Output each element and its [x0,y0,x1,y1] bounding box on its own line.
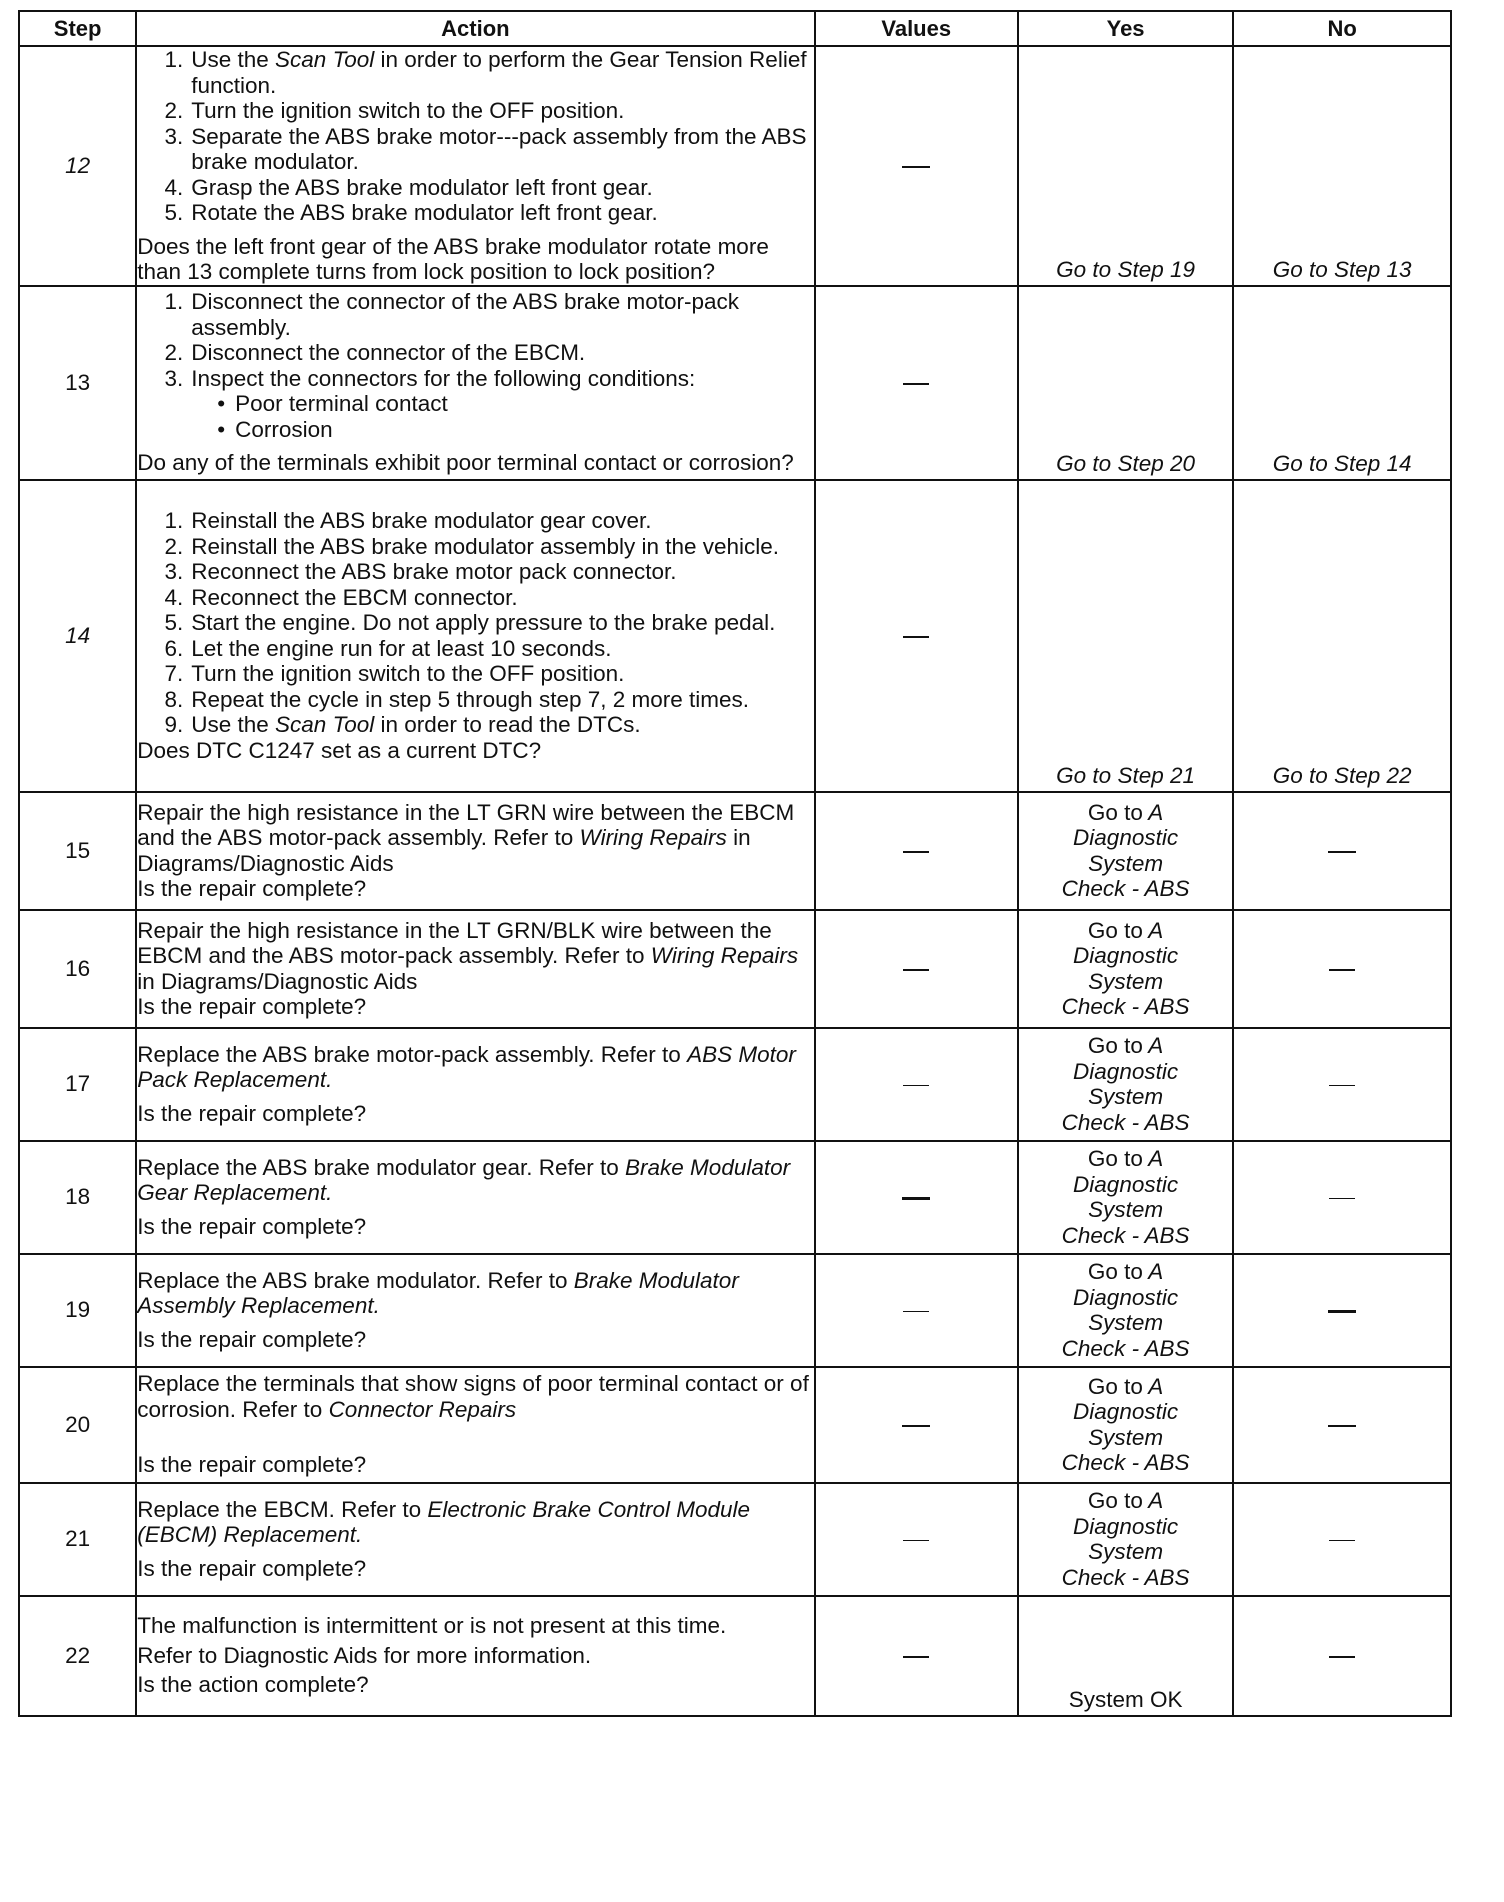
action-cell [136,1483,814,1596]
action-text: Replace the ABS brake modulator. Refer to Brake Modulator Assembly Replacement. [137,1267,739,1319]
action-question: Is the repair complete? [137,1213,367,1239]
list-item: • Corrosion [217,417,813,443]
action-question: Is the repair complete? [137,1452,367,1478]
action-question: Is the repair complete? [137,1100,367,1126]
values-cell [815,1254,1018,1367]
list-item: 2. Reinstall the ABS brake modulator assembly in the vehicle. [164,533,780,559]
list-item: • Poor terminal contact [217,391,813,417]
no-cell [1233,1596,1451,1716]
header-values: Values [815,11,1018,46]
action-question: Is the action complete? [137,1672,369,1698]
step-number: 16 [19,910,136,1028]
step-number: 15 [19,792,136,910]
values-cell [815,286,1018,480]
table-row-step-16 [19,910,1451,1028]
action-steps-list [137,508,813,738]
table-row-step-20 [19,1367,1451,1483]
dash-mark [1328,1425,1356,1428]
action-cell [136,792,814,910]
list-item: 3. Inspect the connectors for the following conditions: [164,365,696,391]
table-row-step-17 [19,1028,1451,1141]
action-cell [136,1596,814,1716]
dash-mark [903,851,929,853]
list-item: 2. Disconnect the connector of the EBCM. [164,340,586,366]
list-item: 4. Grasp the ABS brake modulator left front gear. [164,174,653,200]
yes-cell: System OK [1018,1596,1233,1716]
table-row-step-22 [19,1596,1451,1716]
no-cell: Go to Step 14 [1233,286,1451,480]
values-cell [815,910,1018,1028]
step-number: 14 [19,480,136,792]
dash-mark [1329,1656,1355,1658]
list-item: 5. Rotate the ABS brake modulator left front gear. [164,200,658,225]
no-cell: Go to Step 22 [1233,480,1451,792]
list-item: 3. Reconnect the ABS brake motor pack connector. [164,559,677,584]
no-cell: Go to Step 13 [1233,46,1451,286]
header-action: Action [136,11,814,46]
action-cell [136,1254,814,1367]
action-steps-list [137,47,813,226]
list-item: 4. Reconnect the EBCM connector. [164,584,518,610]
list-item: 7. Turn the ignition switch to the OFF position. [164,661,625,686]
dash-mark [1329,969,1355,971]
action-question: Is the repair complete? [137,994,367,1019]
values-cell [815,1596,1018,1716]
dash-mark [902,1197,930,1200]
table-row-step-15 [19,792,1451,910]
action-question: Do any of the terminals exhibit poor terminal contact or corrosion? [137,450,794,476]
dash-mark [1329,1540,1355,1542]
step-number: 20 [19,1367,136,1483]
list-item: 2. Turn the ignition switch to the OFF position. [164,98,625,123]
yes-cell: Go to A Diagnostic System Check - ABS [1018,1028,1233,1141]
no-cell [1233,910,1451,1028]
values-cell [815,1367,1018,1483]
yes-cell: Go to A Diagnostic System Check - ABS [1018,910,1233,1028]
step-number: 17 [19,1028,136,1141]
no-cell [1233,1367,1451,1483]
table-row-step-21 [19,1483,1451,1596]
table-row-step-13 [19,286,1451,480]
values-cell [815,1483,1018,1596]
dash-mark [903,969,929,971]
dash-mark [902,1425,930,1428]
action-cell [136,1141,814,1254]
list-item: 1. Disconnect the connector of the ABS brake motor-pack assembly. [164,289,740,340]
yes-cell: Go to A Diagnostic System Check - ABS [1018,1483,1233,1596]
list-item: 5. Start the engine. Do not apply pressure to the brake pedal. [164,610,776,635]
action-text: Replace the terminals that show signs of poor terminal contact or of corrosion. Refer to Connector Repairs [137,1371,809,1422]
dash-mark [1329,1085,1355,1087]
yes-cell: Go to A Diagnostic System Check - ABS [1018,792,1233,910]
step-number: 21 [19,1483,136,1596]
action-text: The malfunction is intermittent or is not present at this time. [137,1613,727,1639]
no-cell [1233,1141,1451,1254]
yes-cell: Go to A Diagnostic System Check - ABS [1018,1254,1233,1367]
dash-mark [1328,851,1356,854]
action-cell [136,286,814,480]
values-cell [815,1141,1018,1254]
diagnostic-table [18,10,1452,1717]
action-cell [136,1367,814,1483]
action-text: Replace the ABS brake motor-pack assembly. Refer to ABS Motor Pack Replacement. [137,1041,796,1093]
step-number: 18 [19,1141,136,1254]
action-text: Refer to Diagnostic Aids for more information. [137,1642,592,1668]
table-row-step-19 [19,1254,1451,1367]
action-cell [136,46,814,286]
dash-mark [1328,1310,1356,1313]
header-yes: Yes [1018,11,1233,46]
step-number: 22 [19,1596,136,1716]
action-cell [136,1028,814,1141]
list-item: 8. Repeat the cycle in step 5 through step 7, 2 more times. [164,686,750,712]
list-item: 6. Let the engine run for at least 10 seconds. [164,635,612,661]
table-row-step-12 [19,46,1451,286]
action-text: Replace the ABS brake modulator gear. Refer to Brake Modulator Gear Replacement. [137,1154,791,1206]
action-text: Repair the high resistance in the LT GRN/BLK wire between the EBCM and the ABS motor-pack assembly. Refer to Wiring Repairs in Diagrams/Diagnostic Aids [137,917,799,994]
header-no: No [1233,11,1451,46]
no-cell [1233,1254,1451,1367]
header-row [19,11,1451,46]
no-cell [1233,792,1451,910]
yes-cell: Go to Step 20 [1018,286,1233,480]
table-row-step-18 [19,1141,1451,1254]
dash-mark [1329,1198,1355,1200]
yes-cell: Go to A Diagnostic System Check - ABS [1018,1141,1233,1254]
list-item: 1. Reinstall the ABS brake modulator gear cover. [164,508,652,533]
header-step: Step [19,11,136,46]
yes-cell: Go to A Diagnostic System Check - ABS [1018,1367,1233,1483]
list-item: 3. Separate the ABS brake motor---pack assembly from the ABS brake modulator. [164,123,807,174]
step-number: 13 [19,286,136,480]
yes-cell: Go to Step 21 [1018,480,1233,792]
action-text: Replace the EBCM. Refer to Electronic Brake Control Module (EBCM) Replacement. [137,1496,751,1548]
action-question: Is the repair complete? [137,876,367,901]
dash-mark [903,1311,929,1313]
dash-mark [903,1540,929,1542]
step-number: 19 [19,1254,136,1367]
action-question: Does DTC C1247 set as a current DTC? [137,737,542,763]
action-steps-list [137,289,813,391]
action-cell [136,480,814,792]
action-question: Does the left front gear of the ABS brake modulator rotate more than 13 complete turns from lock position to lock position? [137,233,769,284]
dash-mark [903,636,929,638]
action-cell [136,910,814,1028]
dash-mark [902,166,930,169]
action-question: Is the repair complete? [137,1555,367,1581]
diagnostic-table-page [18,10,1452,1888]
yes-cell: Go to Step 19 [1018,46,1233,286]
list-item: 9. Use the Scan Tool in order to read the DTCs. [164,712,641,737]
step-number: 12 [19,46,136,286]
dash-mark [903,383,929,385]
list-item: 1. Use the Scan Tool in order to perform the Gear Tension Relief function. [164,47,807,98]
action-text: Repair the high resistance in the LT GRN wire between the EBCM and the ABS motor-pack assembly. Refer to Wiring Repairs in Diagrams/Diagnostic Aids [137,799,795,876]
values-cell [815,480,1018,792]
conditions-list [137,391,813,442]
action-question: Is the repair complete? [137,1326,367,1352]
values-cell [815,792,1018,910]
values-cell [815,46,1018,286]
no-cell [1233,1483,1451,1596]
table-row-step-14 [19,480,1451,792]
dash-mark [903,1656,929,1658]
no-cell [1233,1028,1451,1141]
values-cell [815,1028,1018,1141]
dash-mark [903,1085,929,1087]
